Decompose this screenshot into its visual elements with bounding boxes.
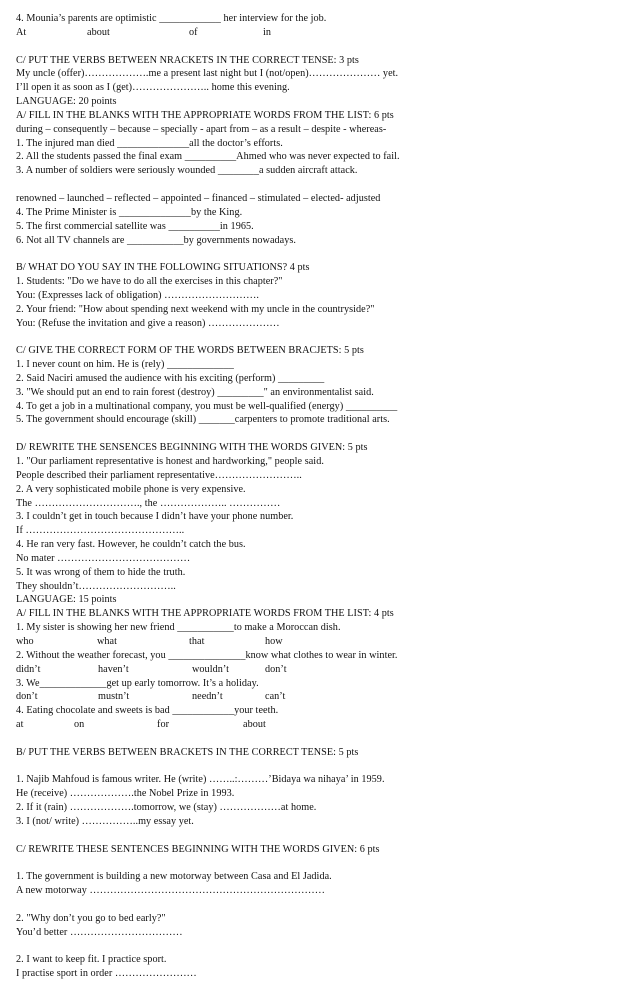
text-line: I practise sport in order …………………… (16, 968, 197, 980)
text-line: I’ll open it as soon as I (get)………………….. home this evening. (16, 82, 290, 94)
word-option: in (263, 26, 272, 38)
text-line: 2. Without the weather forecast, you _______________know what clothes to wear in winter. (16, 649, 398, 661)
text-line: 3. A number of soldiers were seriously wounded ________a sudden aircraft attack. (16, 165, 358, 177)
blank-line (16, 427, 624, 441)
text-line: 2. "Why don’t you go to bed early?" (16, 912, 166, 924)
word-option: about (87, 26, 110, 38)
text-line: You: (Refuse the invitation and give a reason) ………………… (16, 317, 280, 329)
text-line: 1. "Our parliament representative is honest and hardworking," people said. (16, 456, 324, 467)
text-line: 5. The government should encourage (skill) _______carpenters to promote traditional arts. (16, 414, 390, 426)
word-option: on (74, 719, 85, 731)
text-line: 1. I never count on him. He is (rely) _____________ (16, 359, 234, 371)
word-options-row (16, 690, 624, 704)
text-line: People described their parliament representative…………………….. (16, 469, 302, 481)
blank-line (16, 829, 624, 843)
word-option: needn’t (192, 691, 223, 703)
text-line: B/ PUT THE VERBS BETWEEN BRACKETS IN THE CORRECT TENSE: 5 pts (16, 746, 359, 758)
text-line: They shouldn’t……………………….. (16, 580, 176, 592)
text-line: 2. All the students passed the final exam __________Ahmed who was never expected to fail. (16, 151, 400, 163)
text-line: 3. I couldn’t get in touch because I didn’t have your phone number. (16, 511, 294, 523)
text-line: 6. Not all TV channels are ___________by governments nowadays. (16, 234, 296, 246)
word-options-row (16, 718, 624, 732)
blank-line (16, 732, 624, 746)
text-line: A/ FILL IN THE BLANKS WITH THE APPROPRIATE WORDS FROM THE LIST: 4 pts (16, 608, 394, 620)
word-option: didn’t (16, 663, 41, 675)
text-line: 2. I want to keep fit. I practice sport. (16, 954, 167, 966)
text-line: 1. My sister is showing her new friend ___________to make a Moroccan dish. (16, 622, 341, 634)
blank-line (16, 856, 624, 870)
blank-line (16, 178, 624, 192)
text-line: C/ PUT THE VERBS BETWEEN NRACKETS IN THE CORRECT TENSE: 3 pts (16, 54, 359, 66)
text-line: renowned – launched – reflected – appointed – financed – stimulated – elected- adjusted (16, 192, 381, 204)
text-line: 2. A very sophisticated mobile phone is very expensive. (16, 483, 246, 495)
word-option: haven’t (98, 663, 129, 675)
text-line: 4. The Prime Minister is ______________by the King. (16, 206, 243, 218)
text-line: A new motorway …………………………………………………………… (16, 885, 325, 897)
text-line: during – consequently – because – specially - apart from – as a result – despite - whereas- (16, 123, 387, 135)
text-line: 1. Students: "Do we have to do all the exercises in this chapter?" (16, 276, 283, 288)
text-line: He (receive) ……………….the Nobel Prize in 1993. (16, 788, 235, 800)
text-line: D/ REWRITE THE SENSENCES BEGINNING WITH THE WORDS GIVEN: 5 pts (16, 442, 368, 454)
text-line: You: (Expresses lack of obligation) ………………………. (16, 289, 259, 301)
word-option: how (265, 635, 283, 647)
text-line: 4. He ran very fast. However, he couldn’t catch the bus. (16, 539, 246, 551)
word-option: that (189, 635, 205, 647)
text-line: 3. We_____________get up early tomorrow. It’s a holiday. (16, 677, 259, 689)
text-line: 1. Najib Mahfoud is famous writer. He (write) ……..:………’Bidaya wa nihaya’ in 1959. (16, 774, 385, 786)
text-line: C/ REWRITE THESE SENTENCES BEGINNING WITH THE WORDS GIVEN: 6 pts (16, 843, 380, 855)
text-line: No mater ………………………………… (16, 552, 191, 564)
blank-line (16, 330, 624, 344)
word-option: at (16, 719, 24, 731)
text-line: 5. It was wrong of them to hide the truth. (16, 566, 186, 578)
text-line: C/ GIVE THE CORRECT FORM OF THE WORDS BETWEEN BRACJETS: 5 pts (16, 345, 364, 357)
text-line: 1. The injured man died ______________all the doctor’s efforts. (16, 137, 283, 149)
text-line: You’d better …………………………… (16, 926, 183, 938)
text-line: 4. Eating chocolate and sweets is bad ____________your teeth. (16, 705, 279, 717)
text-line: 2. If it (rain) ……………….tomorrow, we (stay) ………………at home. (16, 802, 317, 814)
word-options-row (16, 663, 624, 677)
word-option: can’t (265, 691, 286, 703)
word-option: don’t (265, 663, 287, 675)
text-line: LANGUAGE: 20 points (16, 96, 117, 108)
text-line: 4. Mounia’s parents are optimistic ____________ her interview for the job. (16, 13, 327, 24)
text-line: A/ FILL IN THE BLANKS WITH THE APPROPRIATE WORDS FROM THE LIST: 6 pts (16, 109, 394, 121)
word-option: At (16, 26, 27, 38)
text-line: The …………………………., the ……………….. …………… (16, 497, 281, 509)
word-option: mustn’t (98, 691, 130, 703)
text-line: 2. Your friend: "How about spending next weekend with my uncle in the countryside?" (16, 303, 375, 315)
word-option: for (157, 719, 170, 731)
word-options-row (16, 635, 624, 649)
text-line: My uncle (offer)……………….me a present last night but I (not/open)………………… yet. (16, 68, 399, 80)
text-line: If ……………………………………….. (16, 525, 185, 537)
blank-line (16, 40, 624, 54)
word-option: what (97, 635, 118, 647)
text-line: LANGUAGE: 15 points (16, 594, 117, 606)
blank-line (16, 247, 624, 261)
word-option: wouldn’t (192, 663, 230, 675)
blank-line (16, 760, 624, 774)
text-line: 1. The government is building a new motorway between Casa and El Jadida. (16, 871, 332, 883)
text-line: B/ WHAT DO YOU SAY IN THE FOLLOWING SITUATIONS? 4 pts (16, 262, 310, 274)
word-option: about (243, 719, 266, 731)
text-line: 2. Said Naciri amused the audience with his exciting (perform) _________ (16, 372, 325, 384)
blank-line (16, 898, 624, 912)
blank-line (16, 940, 624, 954)
word-options-row (16, 26, 624, 40)
word-option: of (189, 26, 198, 38)
word-option: don’t (16, 691, 38, 703)
text-line: 4. To get a job in a multinational company, you must be well-qualified (energy) __________ (16, 400, 398, 412)
text-line: 5. The first commercial satellite was __________in 1965. (16, 220, 254, 232)
text-line: 3. "We should put an end to rain forest (destroy) _________" an environmentalist said. (16, 386, 374, 398)
text-line: 3. I (not/ write) ……………..my essay yet. (16, 815, 194, 827)
word-option: who (16, 635, 34, 647)
